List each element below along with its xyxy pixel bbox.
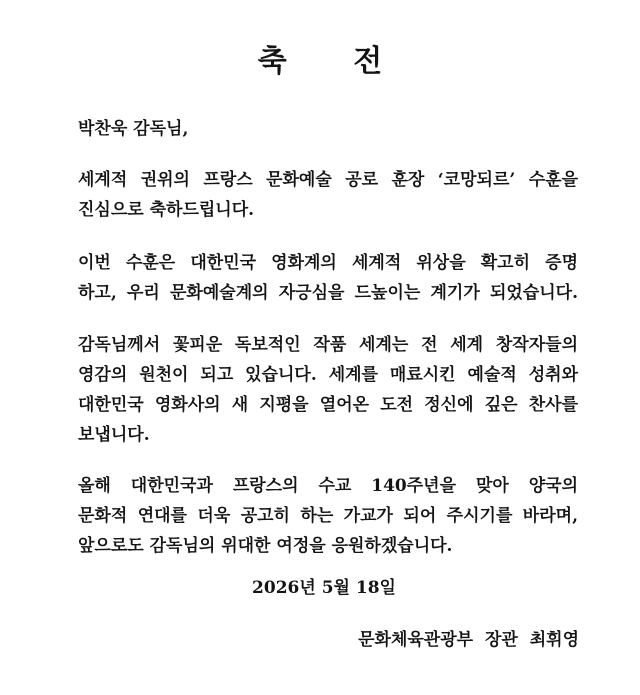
document-title: 축 전 xyxy=(257,44,411,79)
salutation: 박찬욱 감독님, xyxy=(78,119,189,139)
paragraph-3-line-1: 감독님께서 꽃피운 독보적인 작품 세계는 전 세계 창작자들의 xyxy=(78,335,578,355)
paragraph-3-line-3: 대한민국 영화사의 새 지평을 열어온 도전 정신에 깊은 찬사를 xyxy=(78,395,578,415)
paragraph-1-line-2: 진심으로 축하드립니다. xyxy=(78,200,255,220)
paragraph-3-line-2: 영감의 원천이 되고 있습니다. 세계를 매료시킨 예술적 성취와 xyxy=(78,365,578,385)
document-date: 2026년 5월 18일 xyxy=(252,578,396,598)
paragraph-1-line-1: 세계적 권위의 프랑스 문화예술 공로 훈장 ‘코망되르’ 수훈을 xyxy=(78,170,578,190)
paragraph-4-line-2: 문화적 연대를 더욱 공고히 하는 가교가 되어 주시기를 바라며, xyxy=(78,506,578,526)
paragraph-4-line-3: 앞으로도 감독님의 위대한 여정을 응원하겠습니다. xyxy=(78,536,453,556)
signature: 문화체육관광부 장관 최휘영 xyxy=(358,630,579,650)
paragraph-3-line-4: 보냅니다. xyxy=(78,425,150,445)
paragraph-4-line-1: 올해 대한민국과 프랑스의 수교 140주년을 맞아 양국의 xyxy=(78,476,578,496)
paragraph-2-line-1: 이번 수훈은 대한민국 영화계의 세계적 위상을 확고히 증명 xyxy=(78,253,578,273)
paragraph-2-line-2: 하고, 우리 문화예술계의 자긍심을 드높이는 계기가 되었습니다. xyxy=(78,283,578,303)
